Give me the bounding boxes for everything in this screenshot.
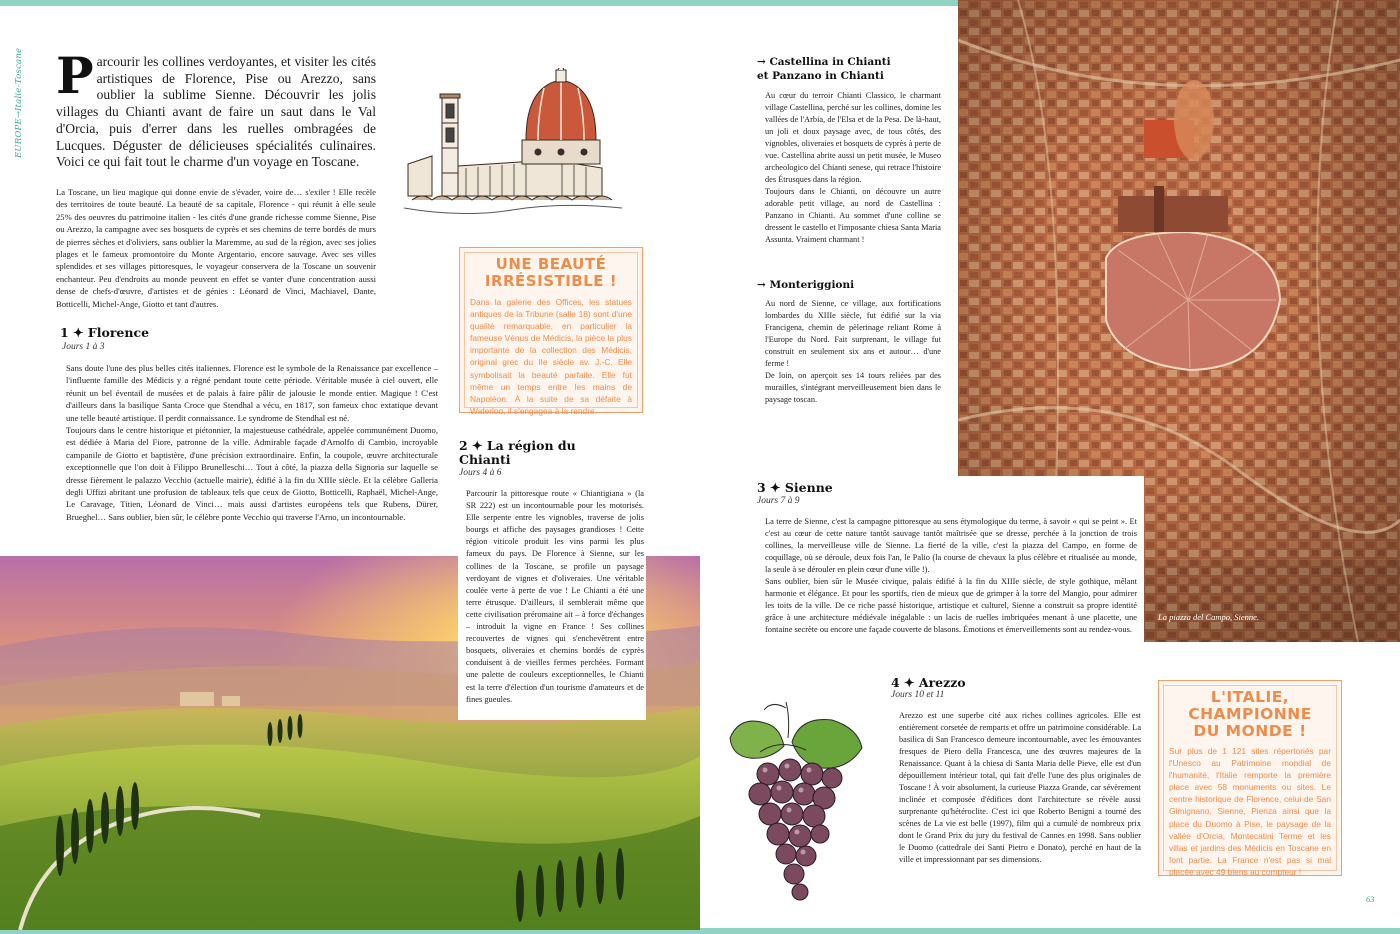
box-beaute-text: Dans la galerie des Offices, les statues antiques de la Tribune (salle 18) sont d'une qualité remarquable, en particulier la fameuse Vénus de Médicis, la pièce la plus importante de la collection des Médicis, original grec du IIe siècle av. J.-C. Elle symbolisait la beauté parfaite. Elle fut même un temps entre les mains de Napoléon. À la suite de sa défaite à Waterloo, il s'engagea à la rendre. [470,297,632,416]
castellina-paragraph-2: Toujours dans le Chianti, on découvre un autre adorable petit village, au nord de Castellina : Panzano in Chianti. Au sommet d'une colline se dressent le castello et l'imposante chiesa Santa Maria Assunta. Vraiment charmant ! [765,187,941,244]
sienne-text [765,516,1137,636]
sidebar-box-beaute [459,247,643,416]
breadcrumb [14,38,30,158]
chianti-text: Parcourir la pittoresque route « Chiantigiana » (la SR 222) est un incontournable pour les motorisés. Elle serpente entre les vignobles, traverse de jolis bourgs et affiche des paysages grandioses ! Cette région viticole produit les vins parmi les plus fameux du pays. De Florence à Sienne, sur les collines de la Toscane, se profile un paysage verdoyant de vignes et d'oliveraies. Une véritable coulée verte à perte de vue ! Le Chianti a été une terre étrusque. D'ailleurs, il semblerait même que cette civilisation préromaine ait – à force d'échanges – introduit la vigne en France ! Ses collines recouvertes de vignes qui s'enchevêtrent entre bosquets, oliveraies et chemins bordés de cyprès conduisent à de vieilles fermes perchées. Formant une palette de couleurs exceptionnelles, le Chianti est la terre d'élection d'un tourisme d'amateurs et de fines gueules. [466,489,644,704]
breadcrumb-separator: - [14,84,24,88]
monteriggioni-paragraph-2: De loin, on aperçoit ses 14 tours reliées par des murailles, s'intégrant merveilleusement bien dans le paysage toscan. [765,371,941,404]
grapes-illustration-icon [720,698,870,904]
sienne-paragraph-1: La terre de Sienne, c'est la campagne pittoresque au sens étymologique du terme, à savoir « qui se peint ». Et c'est au cœur de cette nature tantôt sauvage tantôt maîtrisée que se dresse, perchée à la jonction de trois collines, la merveilleuse ville de Sienne. La fierté de la ville, c'est la piazza del Campo, en forme de coquillage, où se déroule, deux fois l'an, le Palio (la course de chevaux la plus célèbre et ritualisée au monde, la seule à se dérouler en plein cœur d'une ville !). [765,517,1137,574]
chianti-title-line-1: 2 ✦ La région du [459,438,576,453]
breadcrumb-region: EUROPE [14,118,24,158]
box-beaute-title-line-2: IRRÉSISTIBLE ! [484,272,618,290]
florence-days: Jours 1 à 3 [62,342,105,352]
chianti-title [459,439,576,467]
intro-text: arcourir les collines verdoyantes, et visiter les cités artistiques de Florence, Pise ou Arezzo, sans oublier la sublime Sienne. Découvrir les jolis villages du Chianti avant de faire un saut dans le Val d'Orcia, puis d'errer dans les ruelles ombragées de Lucques. Déguster de délicieuses spécialités culinaires. Voici ce qui fait tout le charme d'un voyage en Toscane. [56,54,376,170]
chianti-title-line-2: Chianti [459,452,511,467]
castellina-title-line-1: → Castellina in Chianti [757,56,891,68]
lead-paragraph [56,186,376,310]
florence-paragraph-1: Sans doute l'une des plus belles cités italiennes. Florence est le symbole de la Renaissance par excellence – l'influente famille des Médicis y a régné pendant toute cette période. Véritable musée à ciel ouvert, elle réunit un bel éventail de musées et de palais à faire pâlir de jalousie le monde entier. Magique ! C'est d'ailleurs dans la basilique Santa Croce que Stendhal a vécu, en 1817, son fameux choc extatique devant une telle beauté artistique. Il perdit connaissance. Le syndrome de Stendhal est né. [66,363,438,423]
sienne-paragraph-2: Sans oublier, bien sûr le Musée civique, palais édifié à la fin du XIIIe siècle, de style gothique, mêlant harmonie et élégance. Et pour les sportifs, rien de mieux que de grimper à la torre del Mangio, pour admirer les toits de la ville. De ce riche passé historique, artistique et culturel, Sienne a construit sa propre identité grâce à une architecture médiévale inégalable : un lacis de ruelles imbriquées menant à une placette, une fontaine secrète ou encore une façade couverte de blasons. Émotions et émerveillements sont au rendez-vous. [765,577,1137,634]
page-number: 63 [1366,894,1375,904]
castellina-title-line-2: et Panzano in Chianti [757,70,884,82]
monteriggioni-title: → Monteriggioni [757,279,855,291]
arezzo-text: Arezzo est une superbe cité aux riches collines agricoles. Elle est entièrement corsetée de remparts et offre un patrimoine considérable. La basilica di San Francesco demeure incontournable, avec les émouvantes fresques de Piero della Francesca, une des œuvres majeures de la Renaissance. Quant à la chiesa di Santa Maria delle Pieve, elle est d'un dépouillement intérieur total, qui fait d'elle l'une des plus originales de Toscane ! À voir absolument, la curieuse Piazza Grande, car sévèrement inclinée et composée d'édifices dont l'architecture se révèle aussi surprenante qu'hétéroclite. C'est ici que Roberto Benigni a tourné des scènes de La vie est belle (1997), film qui a cumulé de nombreux prix dont le Grand Prix du jury du festival de Cannes en 1998. Sans oublier le Duomo (cattedrale dei Santi Pietro e Donato), perché en haut de la ville et impressionnant par ses dimensions. [899,711,1141,864]
box-italie-title-line-1: L'ITALIE, [1210,688,1290,706]
arezzo-title: 4 ✦ Arezzo [891,675,966,690]
arezzo-days: Jours 10 et 11 [891,690,945,700]
box-italie-title-line-2: CHAMPIONNE [1188,705,1312,723]
intro-paragraph [56,46,376,171]
siena-photo-caption: La piazza del Campo, Sienne. [1158,612,1260,622]
box-beaute-title [460,256,642,290]
box-italie-title [1159,689,1341,740]
breadcrumb-area: Toscane [14,47,24,85]
castellina-title [757,55,891,83]
castellina-paragraph-1: Au cœur du terroir Chianti Classico, le charmant village Castellina, perché sur les collines, domine les vallées de l'Arbia, de l'Elsa et de la Pesa. De là-haut, un joli et doux paysage avec, de tous côtés, des vignobles, oliveraies et bosquets de cyprès à perte de vue. Castellina abrite aussi un petit musée, le Museo archeologico del Chianti senese, qui retrace l'histoire des Étrusques dans la région. [765,91,941,184]
sidebar-box-italie [1158,680,1342,876]
sienne-days: Jours 7 à 9 [757,496,800,506]
box-italie-title-line-3: DU MONDE ! [1193,722,1307,740]
box-italie-text: Sur plus de 1 121 sites répertoriés par l'Unesco au Patrimoine mondial de l'humanité, l'Italie remporte la première place avec 58 monuments ou sites. Le centre historique de Florence, celui de San Gimignano, Sienne, Pienza ainsi que la place du Duomo à Pise, le paysage de la vallée d'Orcia, Montecatini Terme et les villas et jardins des Médicis en Toscane en font partie. La France n'est pas si mal placée avec 49 biens au compteur ! [1169,746,1331,877]
sienne-title: 3 ✦ Sienne [757,480,833,495]
florence-text [66,362,438,523]
florence-paragraph-2: Toujours dans le centre historique et piétonnier, la majestueuse cathédrale, appelée communément Duomo, est dédiée à Maria del Fiore, patronne de la ville. Admirable façade d'Arnolfo di Cambio, incroyable campanile de Giotto et baptistère, d'une précision extraordinaire. Enfin, la coupole, œuvre architecturale exceptionnelle que l'on doit à Filippo Brunelleschi… Tout à côté, la piazza della Signoria sur laquelle se dresse fièrement le palazzo Vecchio (actuelle mairie), édifié à la fin du XIIIe siècle. Et la célèbre Galleria degli Uffizi abritant une profusion de tableaux tels que ceux de Giotto, Botticelli, Raphaël, Michel-Ange, Le Caravage, Titien, Léonard de Vinci… mais aussi d'artistes européens tels que Rubens, Dürer, Brueghel… Sans oublier, bien sûr, le célèbre ponte Vecchio qui traverse l'Arno, un incontournable. [66,425,438,522]
castellina-text [765,90,941,246]
breadcrumb-country: Italie [14,87,24,111]
lead-text: La Toscane, un lieu magique qui donne envie de s'évader, voire de… s'exiler ! Elle recèle des territoires de toute beauté. La beauté de sa capitale, Florence - qui réunit à elle seule 25% des oeuvres du patrimoine italien - les cités d'une grande richesse comme Sienne, Pise ou Arezzo, la campagne avec ses bosquets de cyprès et ses chemins de terre bordés de murs de pierres sèches et d'oliviers, sans oublier la Maremme, au sud de la région, avec ses jolies plages et le fameux promontoire du Monte Argentario, encore sauvage. Avec ses villes splendides et ses villages pittoresques, le voyageur conservera de la Toscane un souvenir enchanteur. Peu d'endroits au monde peuvent en effet se vanter d'une concentration aussi dense de chefs-d'œuvre, d'artistes et de génies : Léonard de Vinci, Machiavel, Dante, Botticelli, Michel-Ange, Giotto et tant d'autres. [56,187,376,309]
duomo-illustration-icon [402,68,624,218]
breadcrumb-arrow: → [14,110,24,119]
florence-title: 1 ✦ Florence [60,325,150,340]
monteriggioni-paragraph-1: Au nord de Sienne, ce village, aux fortifications lombardes du XIIIe siècle, fut édifié sur la via Francigena, chemin de pèlerinage reliant Rome à l'Europe du Nord. Fait surprenant, le village fut construit en seulement six ans et autour… d'une ferme ! [765,299,941,368]
box-beaute-title-line-1: UNE BEAUTÉ [495,255,607,273]
dropcap: P [56,46,94,105]
monteriggioni-text [765,298,941,406]
chianti-days: Jours 4 à 6 [459,468,502,478]
